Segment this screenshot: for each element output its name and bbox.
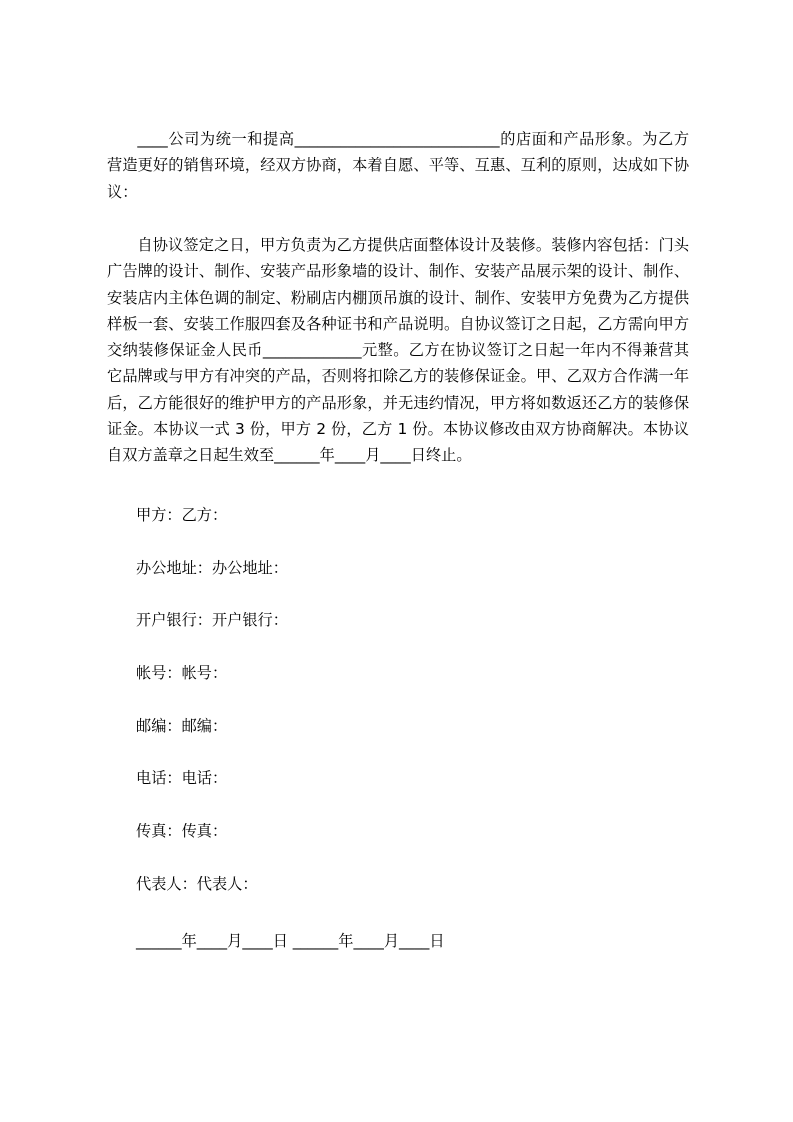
intro-paragraph: ____公司为统一和提高___________________________的店面和产品形象。为乙方营造更好的销售环境，经双方协商，本着自愿、平等、互惠、互利的原则，达成如下协议： — [107, 130, 689, 201]
parties-label: 甲方：乙方： — [136, 506, 228, 524]
account-label: 帐号：帐号： — [136, 664, 228, 682]
phone-label: 电话：电话： — [136, 769, 228, 787]
representative-label: 代表人：代表人： — [136, 875, 258, 893]
bank-label: 开户银行：开户银行： — [136, 611, 288, 629]
fax-label: 传真：传真： — [136, 822, 228, 840]
signing-date-line: ______年____月____日 ______年____月____日 — [136, 932, 445, 950]
postcode-label: 邮编：邮编： — [136, 717, 228, 735]
office-address-label: 办公地址：办公地址： — [136, 559, 288, 577]
terms-paragraph: 自协议签定之日，甲方负责为乙方提供店面整体设计及装修。装修内容包括：门头广告牌的设计、制作、安装产品形象墙的设计、制作、安装产品展示架的设计、制作、安装店内主体色调的制定、粉刷店内棚顶吊旗的设计、制作、安装甲方免费为乙方提供样板一套、安装工作服四套及各种证书和产品说明。自协议签订之日起，乙方需向甲方交纳装修保证金人民币_____________元整。乙方在协议签订之日起一年内不得兼营其它品牌或与甲方有冲突的产品，否则将扣除乙方的装修保证金。甲、乙双方合作满一年后，乙方能很好的维护甲方的产品形象，并无违约情况，甲方将如数返还乙方的装修保证金。本协议一式 3 份，甲方 2 份，乙方 1 份。本协议修改由双方协商解决。本协议自双方盖章之日起生效至______年____月____日终止。 — [107, 236, 689, 465]
